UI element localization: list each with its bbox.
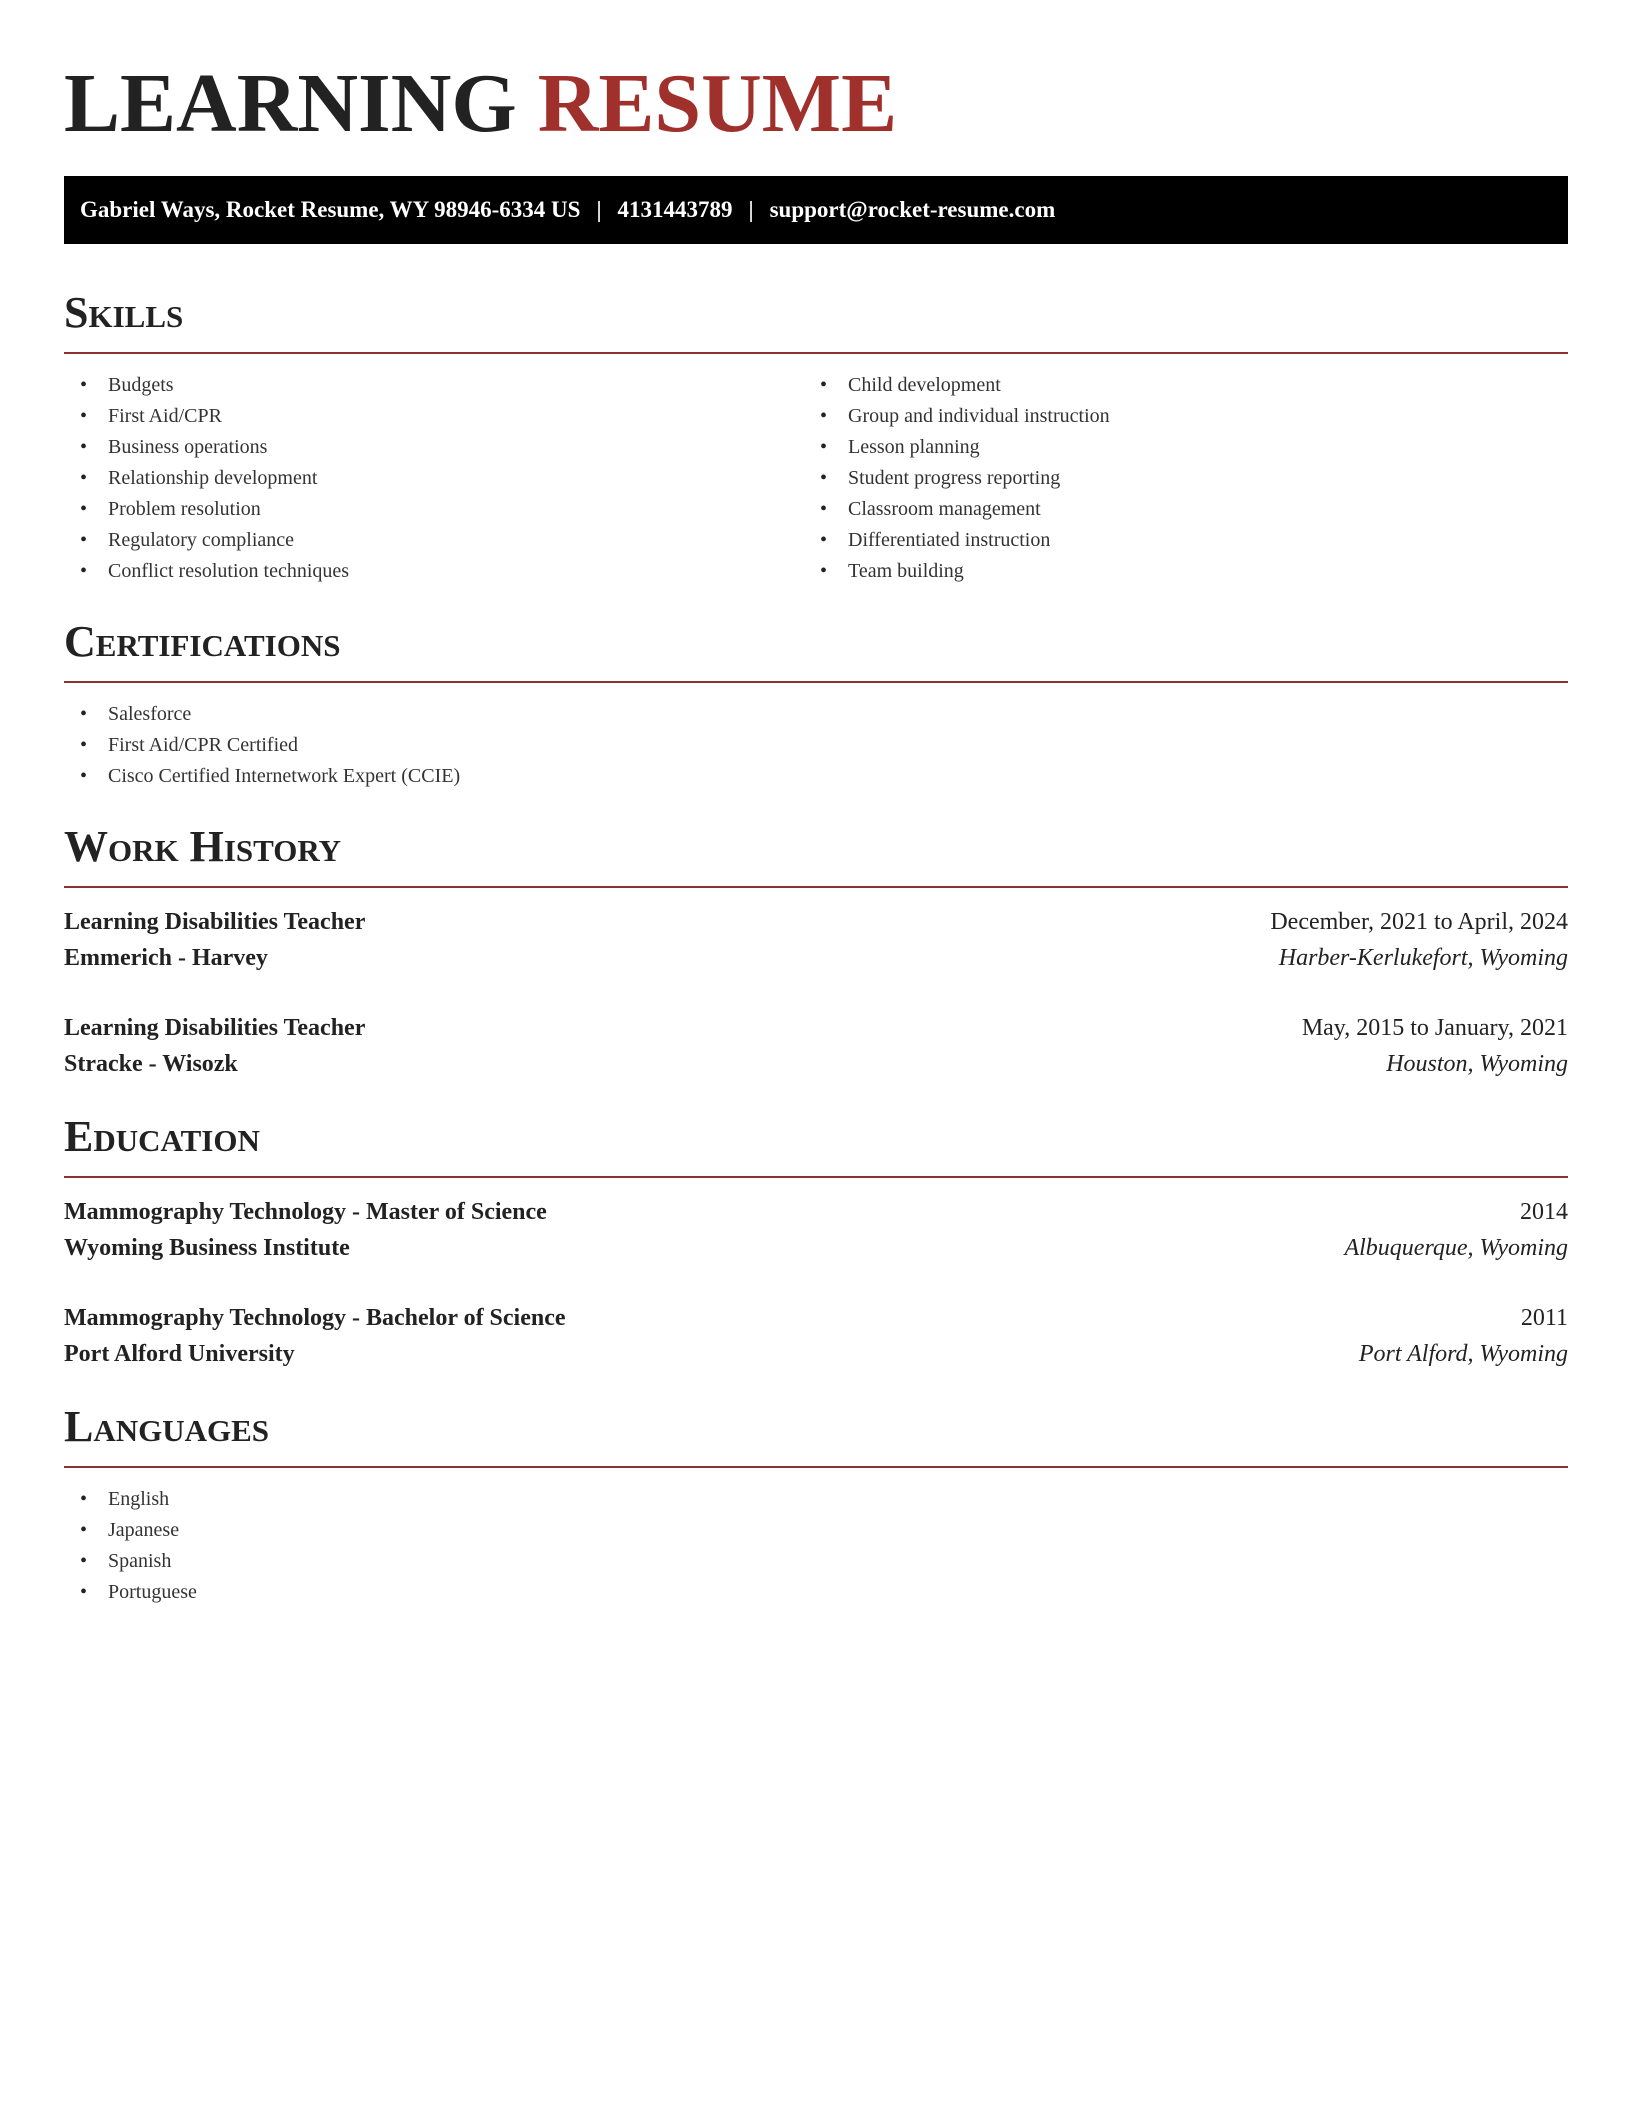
school-location: Port Alford, Wyoming	[1358, 1341, 1568, 1367]
company-name: Stracke - Wisozk	[64, 1051, 238, 1077]
school-name: Port Alford University	[64, 1341, 295, 1367]
section-title-languages: Languages	[64, 1402, 1568, 1468]
school-location: Albuquerque, Wyoming	[1344, 1235, 1568, 1261]
list-item: • Japanese	[64, 1515, 1568, 1546]
entry-row	[64, 1300, 1568, 1336]
entry-row	[64, 1336, 1568, 1372]
skills-list-right	[804, 370, 1568, 587]
entry-row	[64, 940, 1568, 976]
skills-section	[64, 288, 1568, 587]
languages-section	[64, 1402, 1568, 1608]
entry-row	[64, 1230, 1568, 1266]
list-item: • Problem resolution	[64, 494, 804, 525]
contact-phone: 4131443789	[617, 197, 733, 222]
job-location: Harber-Kerlukefort, Wyoming	[1278, 945, 1568, 971]
list-item: • Relationship development	[64, 463, 804, 494]
list-item: • Budgets	[64, 370, 804, 401]
contact-address: Gabriel Ways, Rocket Resume, WY 98946-6334 US	[80, 197, 581, 222]
section-title-education: Education	[64, 1112, 1568, 1178]
entry-row	[64, 1046, 1568, 1082]
entry-row	[64, 1010, 1568, 1046]
entry-row	[64, 1194, 1568, 1230]
graduation-year: 2014	[1520, 1199, 1568, 1225]
languages-list	[64, 1484, 1568, 1608]
degree-title: Mammography Technology - Bachelor of Science	[64, 1305, 566, 1331]
contact-bar	[64, 176, 1568, 244]
list-item: • First Aid/CPR Certified	[64, 730, 1568, 761]
education-section	[64, 1112, 1568, 1372]
list-item: • Child development	[804, 370, 1568, 401]
skills-list-left	[64, 370, 804, 587]
list-item: • Student progress reporting	[804, 463, 1568, 494]
section-title-certifications: Certifications	[64, 617, 1568, 683]
contact-separator: |	[596, 197, 602, 222]
list-item: • Business operations	[64, 432, 804, 463]
job-dates: May, 2015 to January, 2021	[1301, 1015, 1568, 1041]
graduation-year: 2011	[1520, 1305, 1568, 1331]
list-item: • Regulatory compliance	[64, 525, 804, 556]
list-item: • First Aid/CPR	[64, 401, 804, 432]
list-item: • Lesson planning	[804, 432, 1568, 463]
certifications-list	[64, 699, 1568, 792]
entry-row	[64, 904, 1568, 940]
section-title-work-history: Work History	[64, 822, 1568, 888]
list-item: • English	[64, 1484, 1568, 1515]
education-entry	[64, 1194, 1568, 1266]
job-location: Houston, Wyoming	[1386, 1051, 1568, 1077]
company-name: Emmerich - Harvey	[64, 945, 268, 971]
list-item: • Cisco Certified Internetwork Expert (CCIE)	[64, 761, 1568, 792]
list-item: • Spanish	[64, 1546, 1568, 1577]
degree-title: Mammography Technology - Master of Science	[64, 1199, 547, 1225]
contact-separator: |	[748, 197, 754, 222]
contact-email: support@rocket-resume.com	[769, 197, 1056, 222]
education-entry	[64, 1300, 1568, 1372]
job-title: Learning Disabilities Teacher	[64, 1015, 366, 1041]
work-entry	[64, 904, 1568, 976]
title-word-2: RESUME	[537, 57, 898, 150]
list-item: • Conflict resolution techniques	[64, 556, 804, 587]
skills-columns	[64, 370, 1568, 587]
list-item: • Differentiated instruction	[804, 525, 1568, 556]
certifications-section	[64, 617, 1568, 792]
section-title-skills: Skills	[64, 288, 1568, 354]
list-item: • Portuguese	[64, 1577, 1568, 1608]
work-entry	[64, 1010, 1568, 1082]
school-name: Wyoming Business Institute	[64, 1235, 350, 1261]
work-history-section	[64, 822, 1568, 1082]
list-item: • Classroom management	[804, 494, 1568, 525]
list-item: • Team building	[804, 556, 1568, 587]
list-item: • Salesforce	[64, 699, 1568, 730]
job-dates: December, 2021 to April, 2024	[1270, 909, 1568, 935]
title-word-1: LEARNING	[64, 57, 517, 150]
resume-title	[64, 56, 1568, 152]
list-item: • Group and individual instruction	[804, 401, 1568, 432]
job-title: Learning Disabilities Teacher	[64, 909, 366, 935]
